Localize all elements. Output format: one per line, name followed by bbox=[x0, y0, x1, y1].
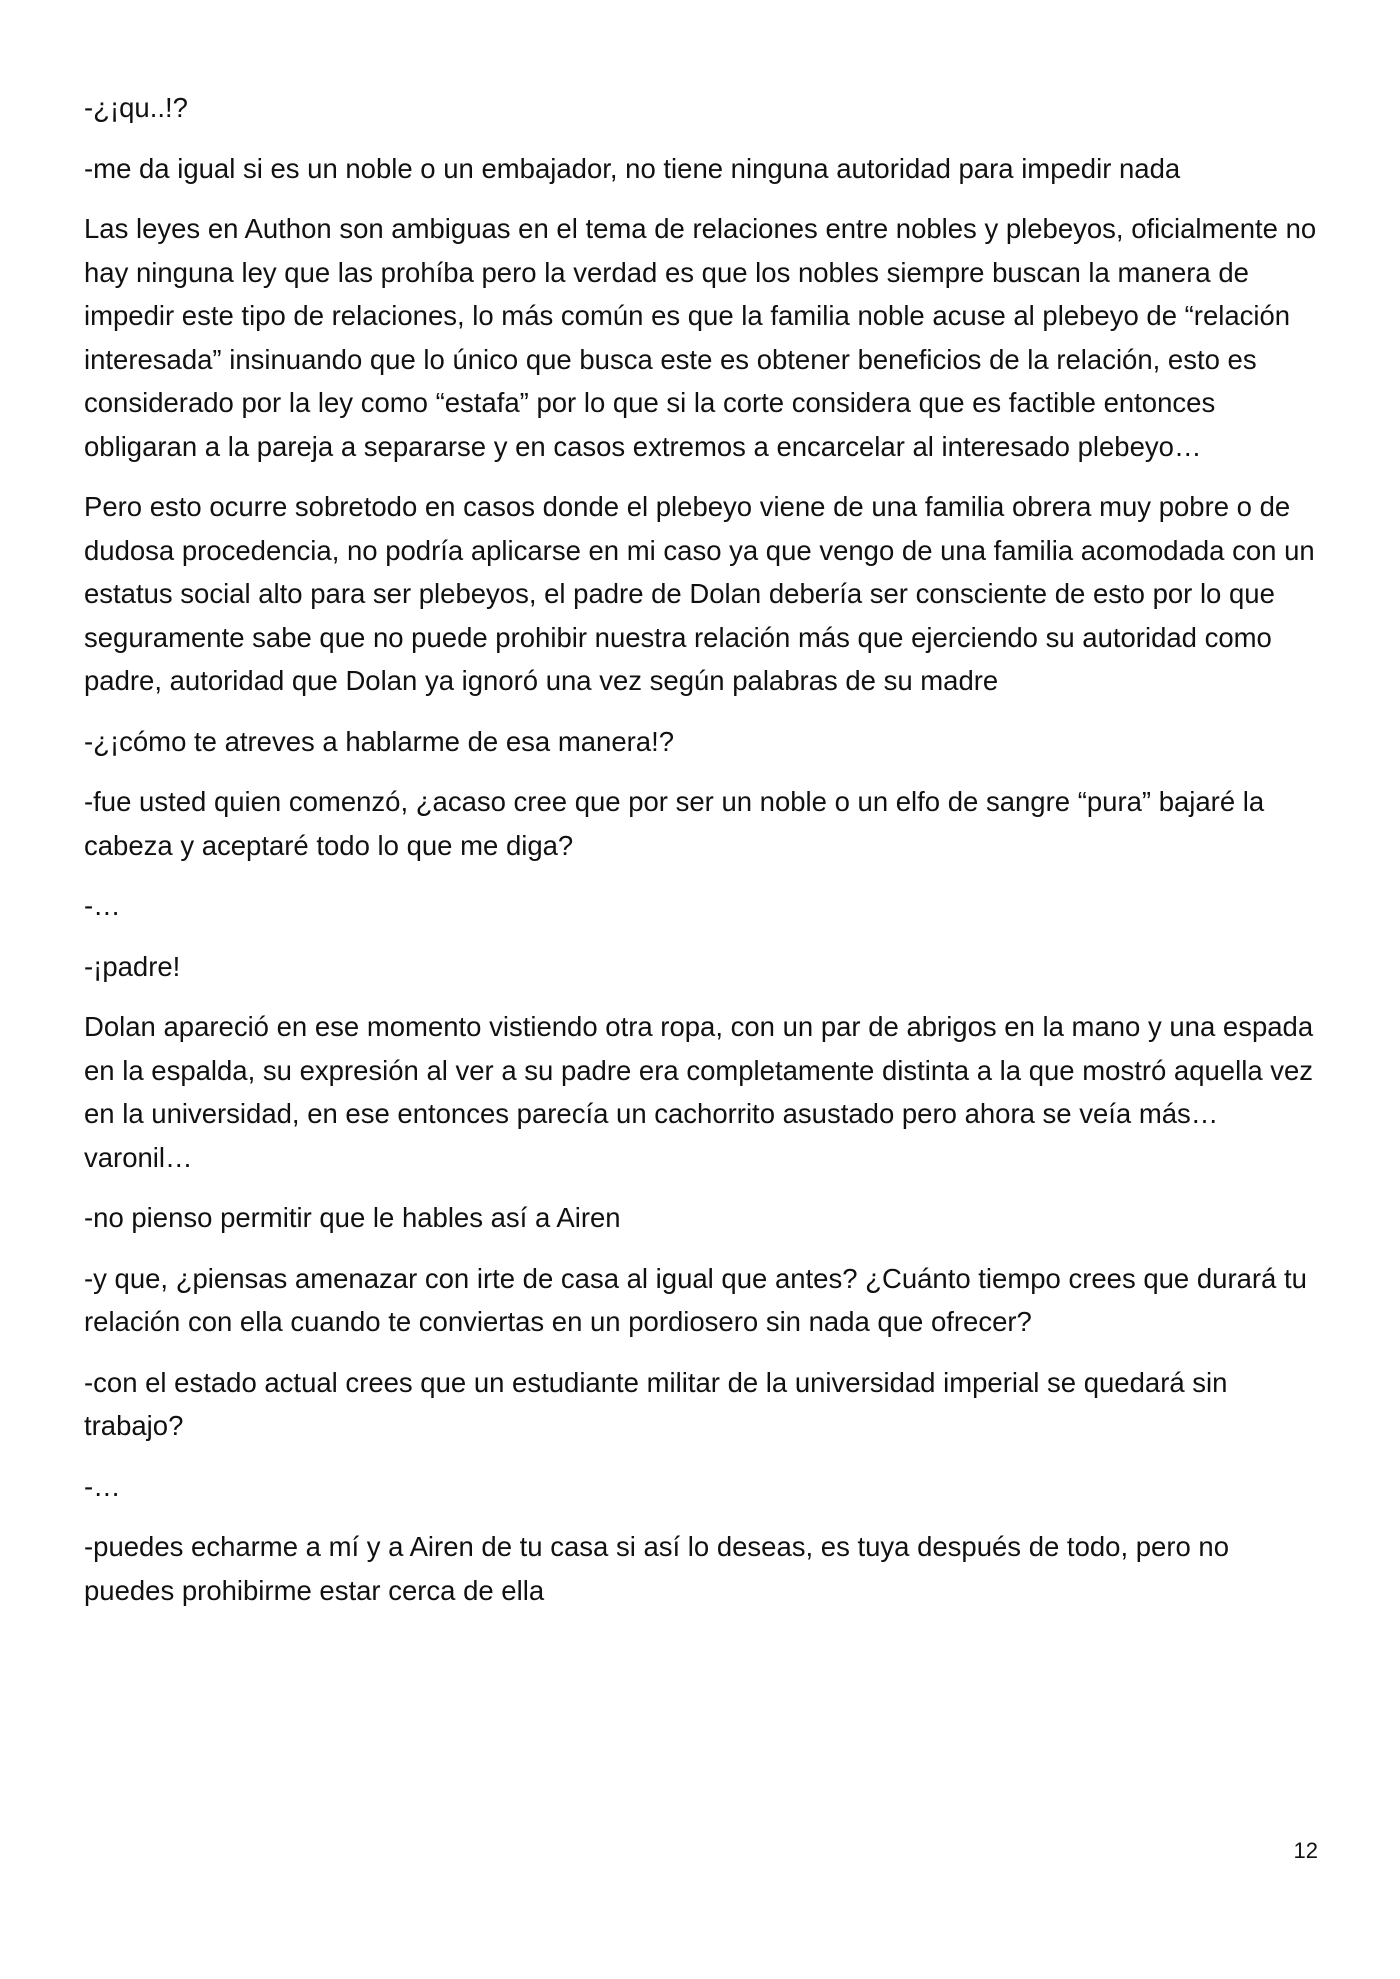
paragraph: -… bbox=[84, 1470, 121, 1502]
paragraph: Dolan apareció en ese momento vistiendo otra ropa, con un par de abrigos en la mano y una espada en la espalda, su expresión al ver a su padre era completamente distinta a la que mostró aquella vez en la universidad, en ese entonces parecía un cachorrito asustado pero ahora se veía más… varonil… bbox=[84, 1011, 1314, 1173]
paragraph: -¿¡qu..!? bbox=[84, 92, 188, 123]
paragraph: -no pienso permitir que le hables así a Airen bbox=[84, 1202, 621, 1233]
paragraph: -me da igual si es un noble o un embajador, no tiene ninguna autoridad para impedir nada bbox=[84, 152, 1181, 184]
paragraph: -y que, ¿piensas amenazar con irte de casa al igual que antes? ¿Cuánto tiempo crees que durará tu relación con ella cuando te conviertas en un pordiosero sin nada que ofrecer? bbox=[84, 1262, 1307, 1337]
paragraph: -¡padre! bbox=[84, 950, 181, 982]
paragraph: -¿¡cómo te atreves a hablarme de esa manera!? bbox=[84, 725, 675, 757]
paragraph: Las leyes en Authon son ambiguas en el tema de relaciones entre nobles y plebeyos, oficialmente no hay ninguna ley que las prohíba pero la verdad es que los nobles siempre buscan la manera de impedir este tipo de relaciones, lo más común es que la familia noble acuse al plebeyo de “relación interesada” insinuando que lo único que busca este es obtener beneficios de la relación, esto es considerado por la ley como “estafa” por lo que si la corte considera que es factible entonces obligaran a la pareja a separarse y en casos extremos a encarcelar al interesado plebeyo… bbox=[84, 213, 1317, 462]
paragraph: -… bbox=[84, 890, 121, 921]
paragraph: -fue usted quien comenzó, ¿acaso cree que por ser un noble o un elfo de sangre “pura” bajaré la cabeza y aceptaré todo lo que me diga? bbox=[84, 786, 1265, 861]
page-body bbox=[84, 86, 1324, 1629]
paragraph: -con el estado actual crees que un estudiante militar de la universidad imperial se quedará sin trabajo? bbox=[84, 1366, 1228, 1441]
paragraph: -puedes echarme a mí y a Airen de tu casa si así lo deseas, es tuya después de todo, pero no puedes prohibirme estar cerca de ella bbox=[84, 1531, 1229, 1606]
page-number: 12 bbox=[1293, 1838, 1318, 1863]
paragraph: Pero esto ocurre sobretodo en casos donde el plebeyo viene de una familia obrera muy pobre o de dudosa procedencia, no podría aplicarse en mi caso ya que vengo de una familia acomodada con un estatus social alto para ser plebeyos, el padre de Dolan debería ser consciente de esto por lo que seguramente sabe que no puede prohibir nuestra relación más que ejerciendo su autoridad como padre, autoridad que Dolan ya ignoró una vez según palabras de su madre bbox=[84, 491, 1315, 696]
